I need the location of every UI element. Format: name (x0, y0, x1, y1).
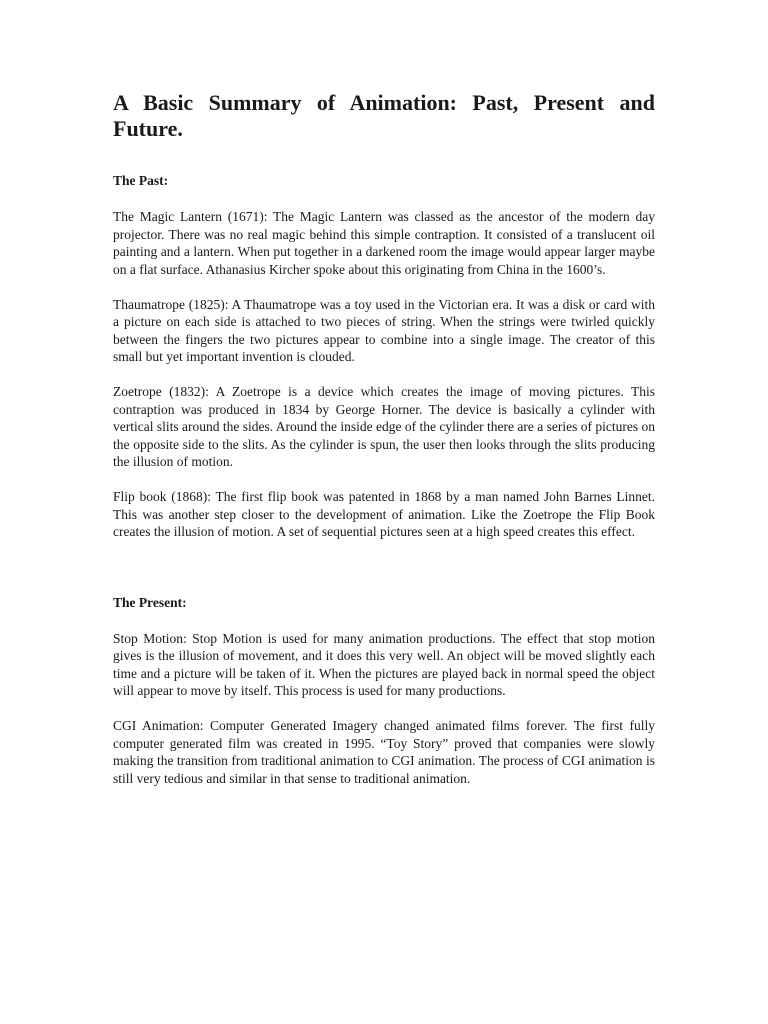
paragraph-stop-motion: Stop Motion: Stop Motion is used for many animation productions. The effect that stop motion gives is the illusion of movement, and it does this very well. An object will be moved slightly each time and a picture will be taken of it. When the pictures are played back in normal speed the object will appear to move by itself. This process is used for many productions. (113, 630, 655, 698)
section-heading-past: The Past: (113, 173, 169, 188)
paragraph-zoetrope: Zoetrope (1832): A Zoetrope is a device which creates the image of moving pictures. This contraption was produced in 1834 by George Horner. The device is basically a cylinder with vertical slits around the sides. Around the inside edge of the cylinder there are a series of pictures on the opposite side to the slits. As the cylinder is spun, the user then looks through the slits producing the illusion of motion. (113, 384, 655, 469)
document-title: A Basic Summary of Animation: Past, Present and Future. (113, 90, 655, 141)
section-heading-present: The Present: (113, 594, 187, 610)
paragraph-magic-lantern: The Magic Lantern (1671): The Magic Lantern was classed as the ancestor of the modern day projector. There was no real magic behind this simple contraption. It consisted of a translucent oil painting and a lantern. When put together in a darkened room the image would appear larger maybe on a flat surface. Athanasius Kircher spoke about this originating from China in the 1600’s. (113, 209, 655, 277)
document-page (113, 90, 655, 805)
paragraph-thaumatrope: Thaumatrope (1825): A Thaumatrope was a toy used in the Victorian era. It was a disk or card with a picture on each side is attached to two pieces of string. When the strings were twirled quickly between the fingers the two pictures appear to combine into a single image. The creator of this small but yet important invention is clouded. (113, 296, 655, 364)
paragraph-flip-book: Flip book (1868): The first flip book was patented in 1868 by a man named John Barnes Linnet. This was another step closer to the development of animation. Like the Zoetrope the Flip Book creates the illusion of motion. A set of sequential pictures seen at a high speed creates this effect. (113, 489, 655, 539)
paragraph-cgi-animation: CGI Animation: Computer Generated Imagery changed animated films forever. The first fully computer generated film was created in 1995. “Toy Story” proved that companies were slowly making the transition from traditional animation to CGI animation. The process of CGI animation is still very tedious and similar in that sense to traditional animation. (113, 718, 655, 786)
